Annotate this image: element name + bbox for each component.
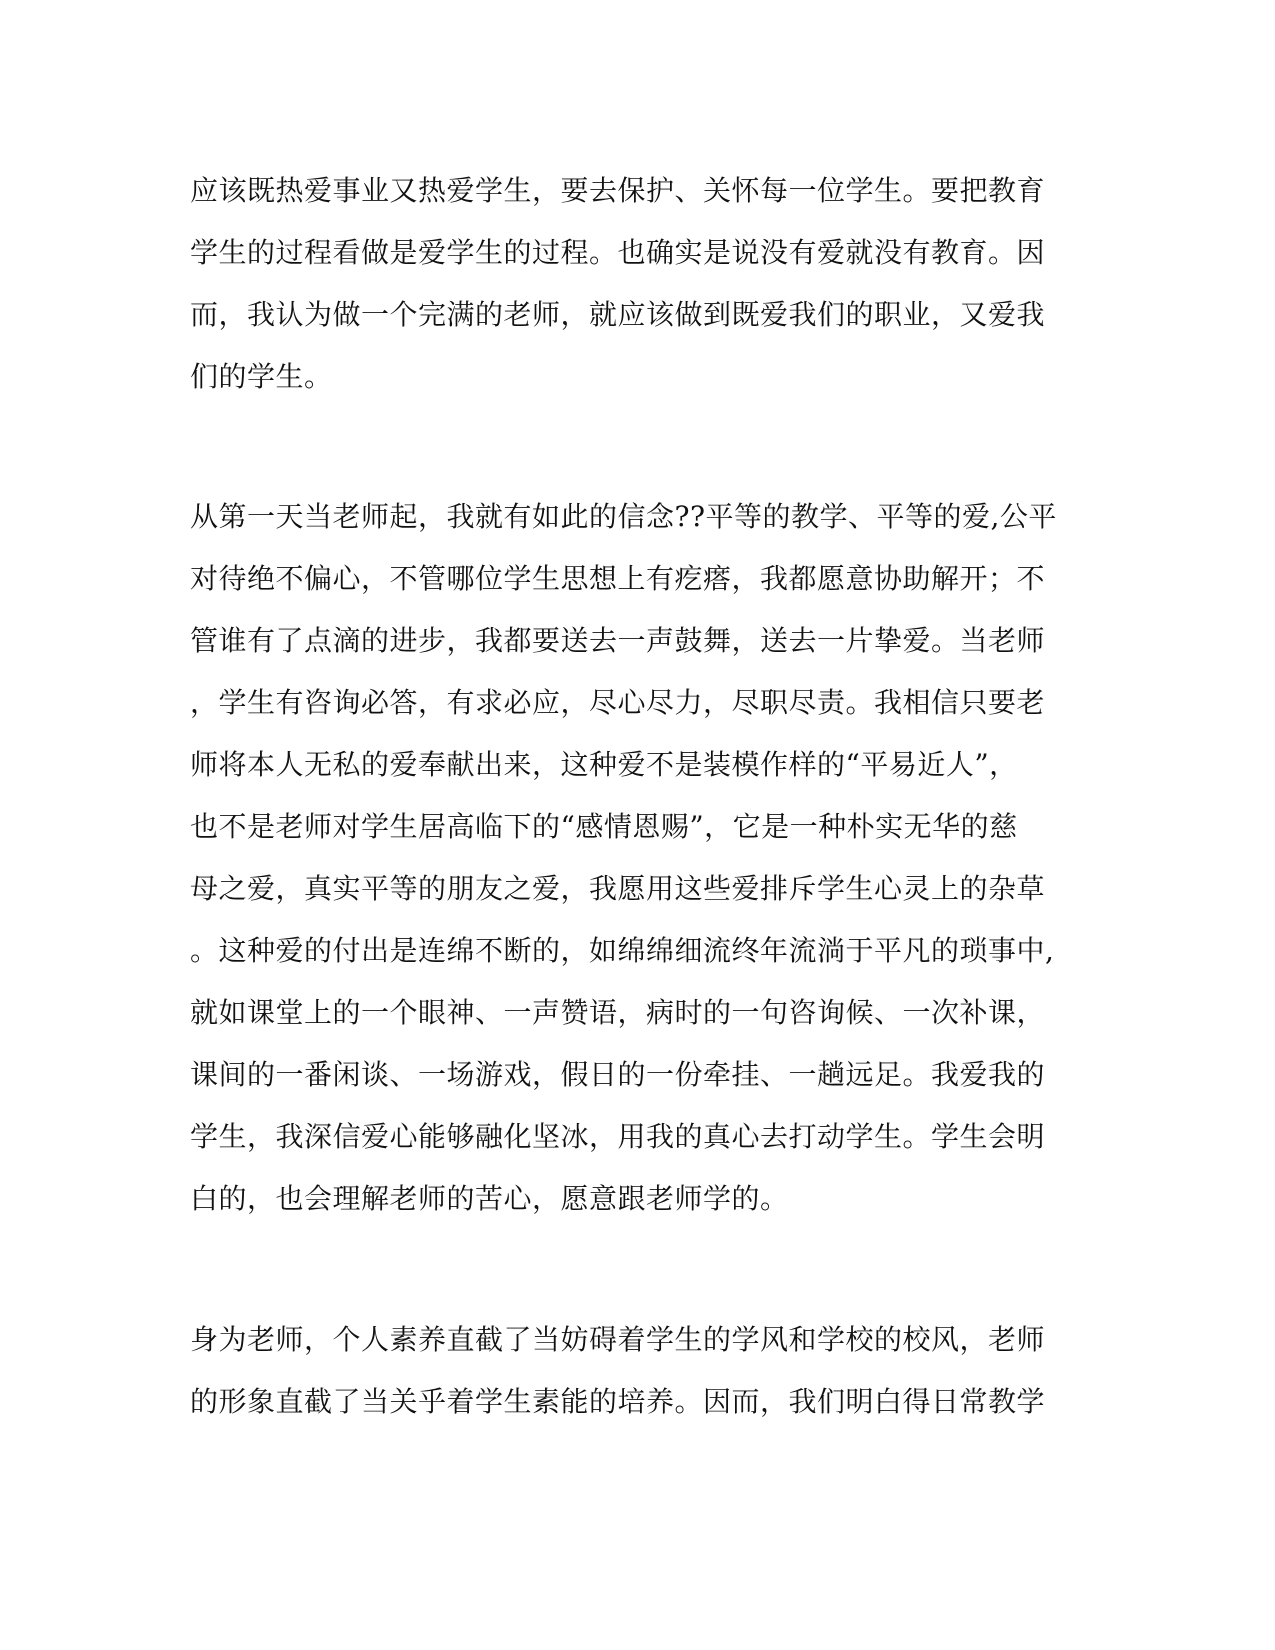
text-line: 身为老师，个人素养直截了当妨碍着学生的学风和学校的校风，老师: [190, 1323, 1046, 1356]
text-line: ，学生有咨询必答，有求必应，尽心尽力，尽职尽责。我相信只要老: [190, 686, 1046, 719]
text-line: 管谁有了点滴的进步，我都要送去一声鼓舞，送去一片挚爱。当老师: [190, 624, 1046, 657]
text-line: 学生的过程看做是爱学生的过程。也确实是说没有爱就没有教育。因: [190, 236, 1046, 269]
text-line: 师将本人无私的爱奉献出来，这种爱不是装模作样的“平易近人”，: [190, 748, 1018, 781]
text-line: 而，我认为做一个完满的老师，就应该做到既爱我们的职业，又爱我: [190, 298, 1046, 331]
text-line: 学生，我深信爱心能够融化坚冰，用我的真心去打动学生。学生会明: [190, 1120, 1046, 1153]
text-line: 从第一天当老师起，我就有如此的信念??平等的教学、平等的爱,公平: [190, 500, 1057, 533]
text-line: 也不是老师对学生居高临下的“感情恩赐”，它是一种朴实无华的慈: [190, 810, 1018, 843]
text-line: 们的学生。: [190, 360, 333, 393]
text-line: 母之爱，真实平等的朋友之爱，我愿用这些爱排斥学生心灵上的杂草: [190, 872, 1046, 905]
text-line: 。这种爱的付出是连绵不断的，如绵绵细流终年流淌于平凡的琐事中,: [190, 934, 1055, 967]
text-line: 的形象直截了当关乎着学生素能的培养。因而，我们明白得日常教学: [190, 1385, 1046, 1418]
text-line: 白的，也会理解老师的苦心，愿意跟老师学的。: [190, 1182, 789, 1215]
text-line: 对待绝不偏心，不管哪位学生思想上有疙瘩，我都愿意协助解开；不: [190, 562, 1046, 595]
text-line: 应该既热爱事业又热爱学生，要去保护、关怀每一位学生。要把教育: [190, 174, 1046, 207]
paragraph-1: [190, 160, 1090, 408]
text-line: 就如课堂上的一个眼神、一声赞语，病时的一句咨询候、一次补课，: [190, 996, 1046, 1029]
paragraph-2: [190, 486, 1090, 1230]
paragraph-3: [190, 1309, 1090, 1433]
text-line: 课间的一番闲谈、一场游戏，假日的一份牵挂、一趟远足。我爱我的: [190, 1058, 1046, 1091]
